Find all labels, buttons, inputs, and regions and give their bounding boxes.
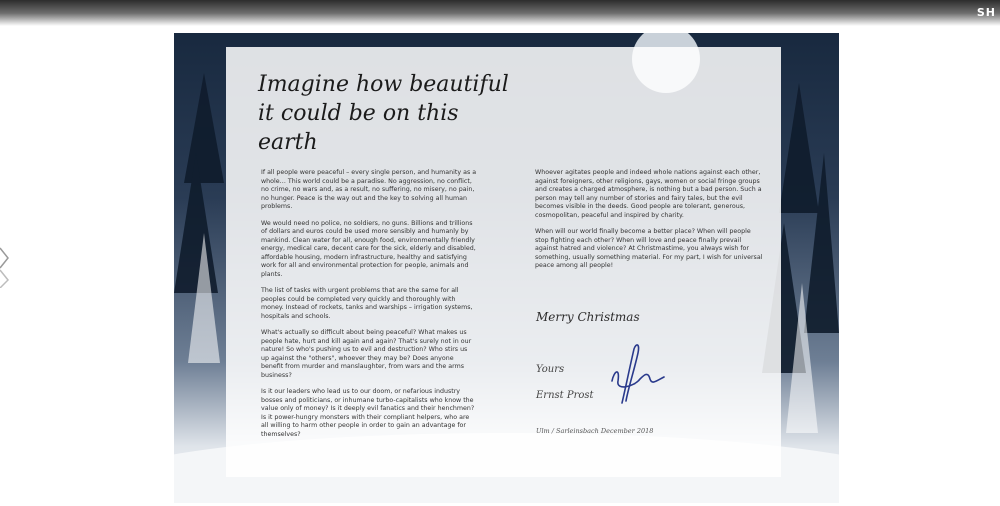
place-date: Ulm / Sarleinsbach December 2018: [536, 427, 654, 435]
letter-paragraph: Is it our leaders who lead us to our doom, or nefarious industry bosses and politicians, or inhumane turbo-capitalists who know the value only of money? Is it deeply evil fanatics and their henchmen? Is it power-hungry monsters with their compliant helpers, who are all willing to harm other people in order to gain an advantage for themselves?: [261, 388, 475, 438]
christmas-card: [174, 33, 839, 503]
closing: Yours: [536, 364, 565, 375]
letter-paragraph: What's actually so difficult about being peaceful? What makes us people hate, hurt and kill again and again? That's surely not in our nature! So who's pushing us to evil and destruction? Who stirs us up against the "others", whoever they may be? Does anyone benefit from murder and manslaughter, from wars and the arms business?: [261, 329, 472, 379]
letter-paragraph: If all people were peaceful – every single person, and humanity as a whole… This world could be a paradise. No aggression, no conflict, no crime, no wars and, as a result, no suffering, no misery, no pain, no hunger. Peace is the way out and the key to solving all human problems.: [261, 169, 477, 210]
letter-paragraph: When will our world finally become a better place? When will people stop fighting each other? When will love and peace finally prevail against hatred and violence? At Christmastime, you always wish for something, usually something material. For my part, I wish for universal peace among all people!: [535, 228, 763, 269]
video-top-bar: [0, 0, 1000, 26]
share-button[interactable]: SH: [976, 6, 996, 19]
letter-title: Imagine how beautiful it could be on this earth: [258, 72, 509, 155]
letter-paragraph: We would need no police, no soldiers, no guns. Billions and trillions of dollars and euros could be used more sensibly and humanly by mankind. Clean water for all, enough food, environmentally friendly energy, medical care, decent care for the sick, elderly and disabled, affordable housing, modern infrastructure, healthy and satisfying work for all and environmental protection for people, animals and plants.: [261, 219, 476, 278]
signer-name: Ernst Prost: [536, 390, 594, 401]
letter-paragraph: The list of tasks with urgent problems that are the same for all peoples could be completed very quickly and thoroughly with money. Instead of rockets, tanks and warships – irrigation systems, hospitals and schools.: [261, 287, 473, 320]
letter-left-column: [261, 169, 477, 447]
chevron-right-icon[interactable]: [0, 244, 12, 288]
letter-right-column: [535, 169, 763, 279]
letter-paragraph: Whoever agitates people and indeed whole nations against each other, against foreigners, other religions, gays, women or social fringe groups and creates a charged atmosphere, is nothing but a bad person. Such a person may tell any number of stories and fairy tales, but the evil becomes visible in the deeds. Good people are tolerant, generous, cosmopolitan, peaceful and inspired by charity.: [535, 169, 762, 219]
greeting: Merry Christmas: [536, 310, 640, 324]
signature-icon: [604, 341, 674, 411]
